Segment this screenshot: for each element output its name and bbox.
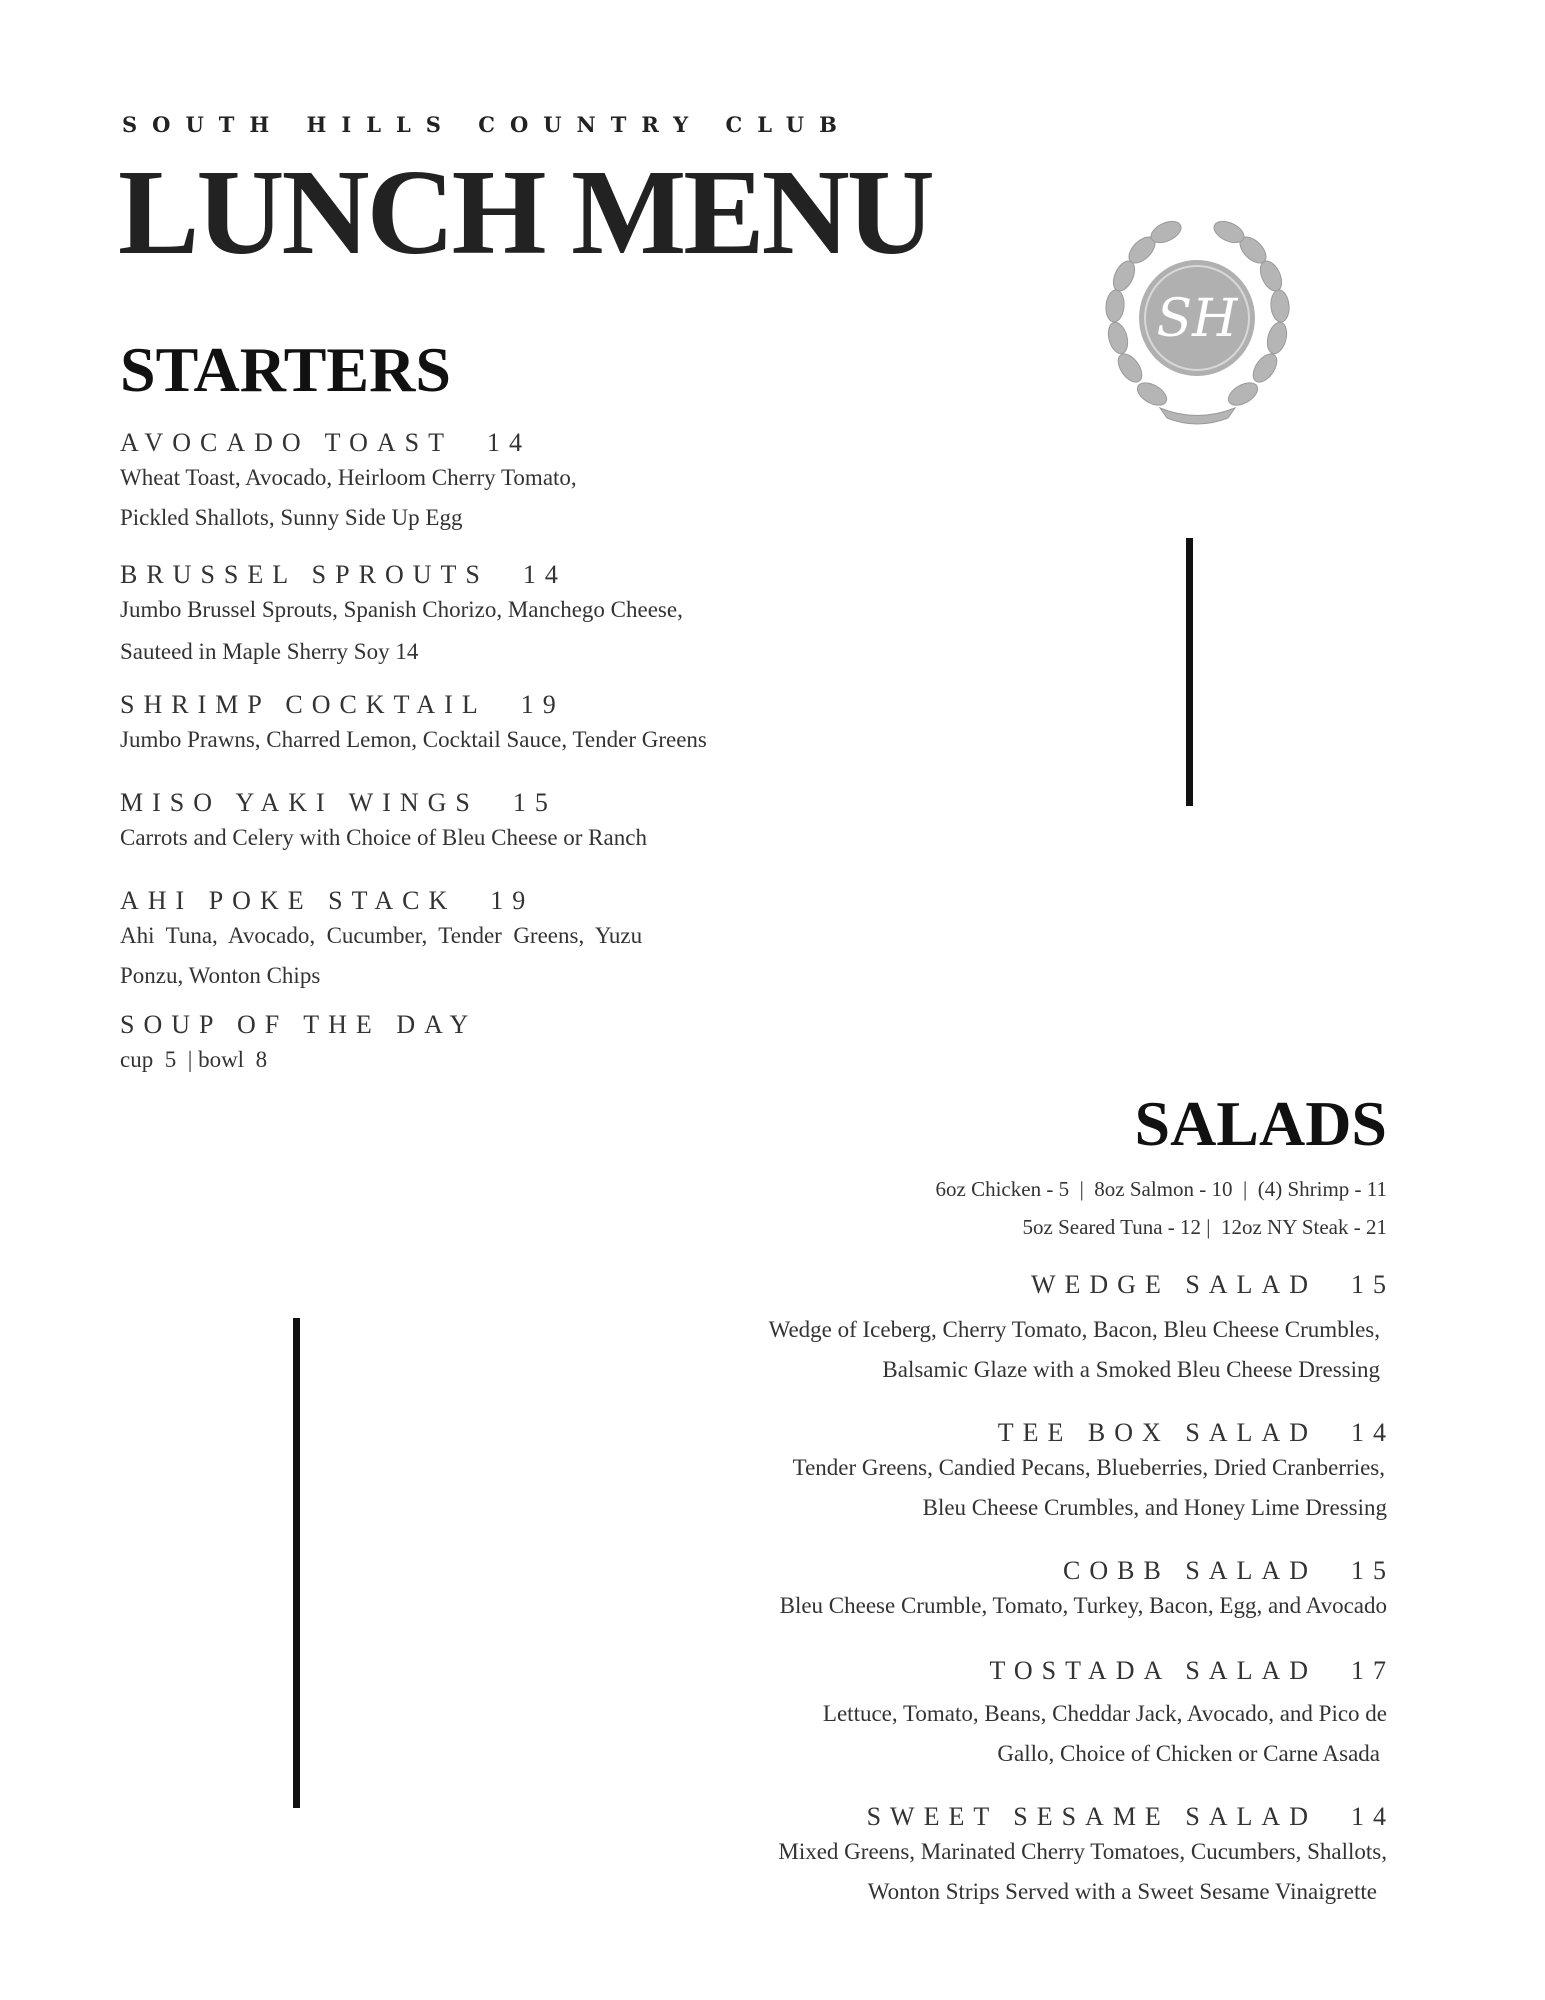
- item-description: Tender Greens, Candied Pecans, Blueberries, Dried Cranberries,: [792, 1455, 1385, 1480]
- logo-monogram: SH: [1156, 289, 1238, 349]
- page-title: LUNCH MENU: [118, 145, 932, 280]
- menu-item-name: [1031, 1272, 1395, 1298]
- item-name: BRUSSEL SPROUTS: [120, 560, 489, 589]
- item-price: 19: [490, 886, 535, 915]
- menu-item-name: SOUP OF THE DAY: [120, 1010, 478, 1039]
- item-name: SHRIMP COCKTAIL: [120, 690, 487, 719]
- menu-item-name: [989, 1658, 1395, 1684]
- menu-item-name: [867, 1804, 1395, 1830]
- item-name: COBB SALAD: [1063, 1556, 1317, 1585]
- laurel-crest-icon: [1100, 218, 1295, 433]
- item-description: Ahi Tuna, Avocado, Cucumber, Tender Greens, Yuzu: [120, 923, 643, 948]
- item-price: 14: [1351, 1418, 1395, 1447]
- menu-item-name: [120, 430, 531, 456]
- item-price: 15: [1351, 1270, 1395, 1299]
- menu-item-name: [120, 692, 565, 718]
- item-description: Wonton Strips Served with a Sweet Sesame Vinaigrette: [867, 1879, 1377, 1904]
- item-description: Jumbo Prawns, Charred Lemon, Cocktail Sauce, Tender Greens: [120, 727, 707, 752]
- item-description: Wedge of Iceberg, Cherry Tomato, Bacon, Bleu Cheese Crumbles,: [768, 1317, 1380, 1342]
- vertical-divider-bottom: [293, 1318, 300, 1808]
- item-description: Wheat Toast, Avocado, Heirloom Cherry Tomato,: [120, 465, 577, 490]
- item-name: TEE BOX SALAD: [997, 1418, 1317, 1447]
- item-description: Carrots and Celery with Choice of Bleu Cheese or Ranch: [120, 825, 647, 850]
- item-price: 17: [1351, 1656, 1395, 1685]
- item-name: AHI POKE STACK: [120, 886, 457, 915]
- club-logo: [1100, 218, 1295, 433]
- item-description: cup 5 | bowl 8: [120, 1047, 268, 1072]
- protein-addons: 6oz Chicken - 5 | 8oz Salmon - 10 | (4) Shrimp - 11: [935, 1177, 1387, 1201]
- item-description: Jumbo Brussel Sprouts, Spanish Chorizo, Manchego Cheese,: [120, 597, 683, 622]
- item-price: 14: [1351, 1802, 1395, 1831]
- menu-item-name: [120, 562, 567, 588]
- item-price: 19: [520, 690, 565, 719]
- item-name: AVOCADO TOAST: [120, 428, 453, 457]
- item-description: Ponzu, Wonton Chips: [120, 963, 321, 988]
- menu-item-name: [1063, 1558, 1395, 1584]
- club-name: SOUTH HILLS COUNTRY CLUB: [122, 112, 852, 137]
- item-description: Gallo, Choice of Chicken or Carne Asada: [997, 1741, 1380, 1766]
- item-name: WEDGE SALAD: [1030, 1270, 1317, 1299]
- menu-item-name: [120, 888, 534, 914]
- item-price: 15: [512, 788, 557, 817]
- item-description: Bleu Cheese Crumbles, and Honey Lime Dressing: [922, 1495, 1387, 1520]
- item-description: Lettuce, Tomato, Beans, Cheddar Jack, Avocado, and Pico de: [822, 1701, 1387, 1726]
- item-description: Mixed Greens, Marinated Cherry Tomatoes, Cucumbers, Shallots,: [778, 1839, 1387, 1864]
- item-price: 14: [487, 428, 531, 457]
- item-name: SWEET SESAME SALAD: [866, 1802, 1317, 1831]
- salads-heading: SALADS: [1134, 1088, 1387, 1159]
- item-price: 15: [1351, 1556, 1395, 1585]
- vertical-divider-top: [1186, 538, 1193, 806]
- starters-heading: STARTERS: [120, 334, 451, 405]
- menu-item-name: [120, 790, 557, 816]
- item-name: MISO YAKI WINGS: [120, 788, 479, 817]
- menu-item-name: [998, 1420, 1395, 1446]
- item-description: Bleu Cheese Crumble, Tomato, Turkey, Bacon, Egg, and Avocado: [779, 1593, 1387, 1618]
- item-description: Balsamic Glaze with a Smoked Bleu Cheese Dressing: [882, 1357, 1380, 1382]
- item-description: Pickled Shallots, Sunny Side Up Egg: [120, 505, 463, 530]
- item-name: TOSTADA SALAD: [989, 1656, 1317, 1685]
- protein-addons: 5oz Seared Tuna - 12 | 12oz NY Steak - 21: [1022, 1215, 1387, 1239]
- item-price: 14: [522, 560, 567, 589]
- item-description: Sauteed in Maple Sherry Soy 14: [120, 639, 419, 664]
